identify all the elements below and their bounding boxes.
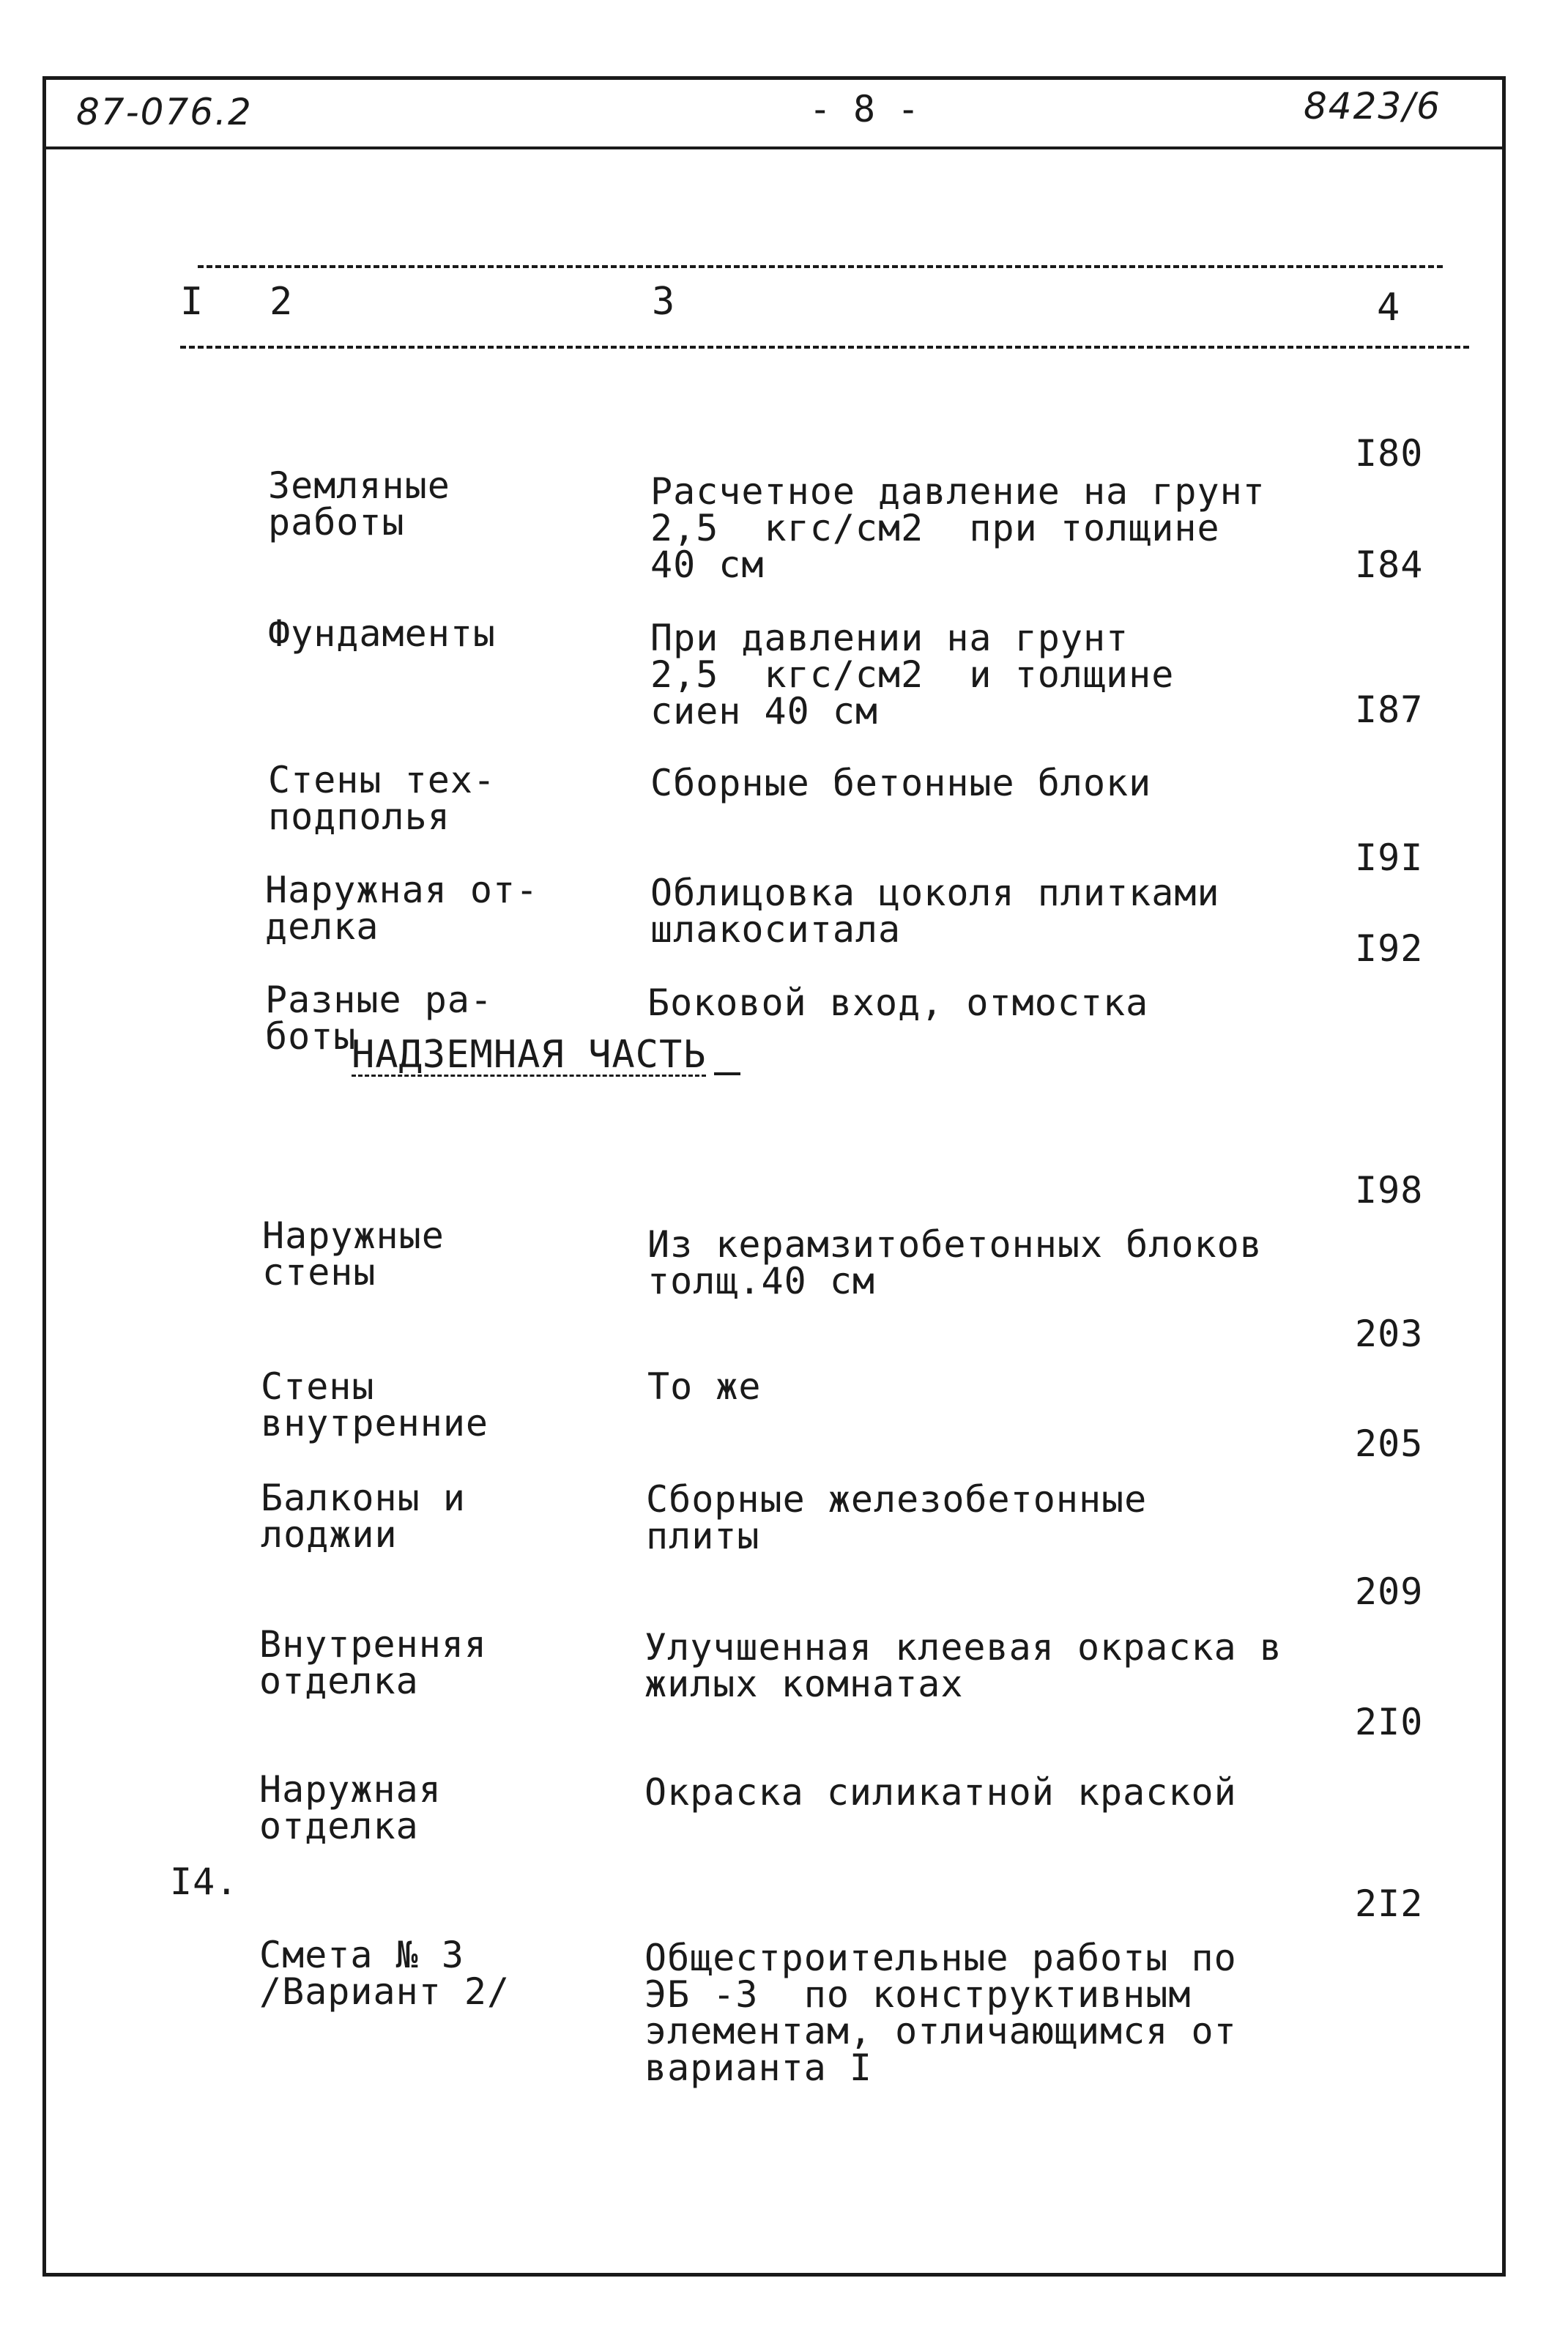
table-header-rule xyxy=(180,346,1469,349)
section-title: НАДЗЕМНАЯ ЧАСТЬ xyxy=(352,1033,707,1077)
row1-page: I80 xyxy=(1355,432,1424,475)
row9-page: 209 xyxy=(1355,1570,1424,1613)
row7-description: То же xyxy=(647,1365,762,1408)
section-title-dash xyxy=(714,1072,740,1075)
item14-page: 2I2 xyxy=(1355,1882,1424,1925)
table-top-rule xyxy=(198,265,1443,268)
page-number: - 8 - xyxy=(809,88,920,130)
row4-page: I9I xyxy=(1355,836,1424,879)
col-header-4: 4 xyxy=(1377,286,1400,330)
row6-description: Из керамзитобетонных блоков толщ.40 см xyxy=(647,1223,1263,1302)
row10-element: Наружная отделка xyxy=(259,1768,442,1847)
row4-description: Облицовка цоколя плитками шлакоситала xyxy=(650,872,1220,951)
row5-page: I92 xyxy=(1355,927,1424,970)
row6-page: I98 xyxy=(1355,1169,1424,1212)
row7-page: 203 xyxy=(1355,1313,1424,1355)
row6-element: Наружные стены xyxy=(262,1214,445,1294)
row1-description: Расчетное давление на грунт 2,5 кгс/см2 при толщине 40 см xyxy=(650,470,1266,586)
item14-description: Общестроительные работы по ЭБ -3 по конструктивным элементам, отличающимся от варианта I xyxy=(644,1937,1237,2089)
col-header-2: 2 xyxy=(270,280,293,324)
row10-page: 2I0 xyxy=(1355,1701,1424,1743)
item14-number: I4. xyxy=(170,1860,239,1903)
item14-element: Смета № 3 /Вариант 2/ xyxy=(259,1934,510,2013)
row2-element: Фундаменты xyxy=(268,612,497,655)
row5-element: Разные ра- боты xyxy=(265,979,494,1058)
col-header-1: I xyxy=(180,280,204,324)
row8-description: Сборные железобетонные плиты xyxy=(646,1478,1148,1557)
row5-description: Боковой вход, отмостка xyxy=(647,982,1149,1024)
row3-page: I87 xyxy=(1355,689,1424,731)
row2-description: При давлении на грунт 2,5 кгс/см2 и толщине сиен 40 см xyxy=(650,617,1175,732)
row8-element: Балконы и лоджии xyxy=(261,1477,466,1556)
col-header-3: 3 xyxy=(652,280,675,324)
row8-page: 205 xyxy=(1355,1422,1424,1465)
row3-element: Стены тех- подполья xyxy=(268,759,497,838)
row10-description: Окраска силикатной краской xyxy=(644,1771,1237,1814)
archive-number: 8423/6 xyxy=(1304,85,1441,127)
row9-element: Внутренняя отделка xyxy=(259,1623,488,1702)
row4-element: Наружная от- делка xyxy=(265,869,539,948)
header-rule xyxy=(42,146,1506,149)
row9-description: Улучшенная клеевая окраска в жилых комнатах xyxy=(644,1626,1282,1705)
row2-page: I84 xyxy=(1355,543,1424,586)
doc-code: 87-076.2 xyxy=(76,91,253,133)
row7-element: Стены внутренние xyxy=(261,1365,489,1444)
row1-element: Земляные работы xyxy=(268,464,450,543)
row3-description: Сборные бетонные блоки xyxy=(650,762,1152,804)
